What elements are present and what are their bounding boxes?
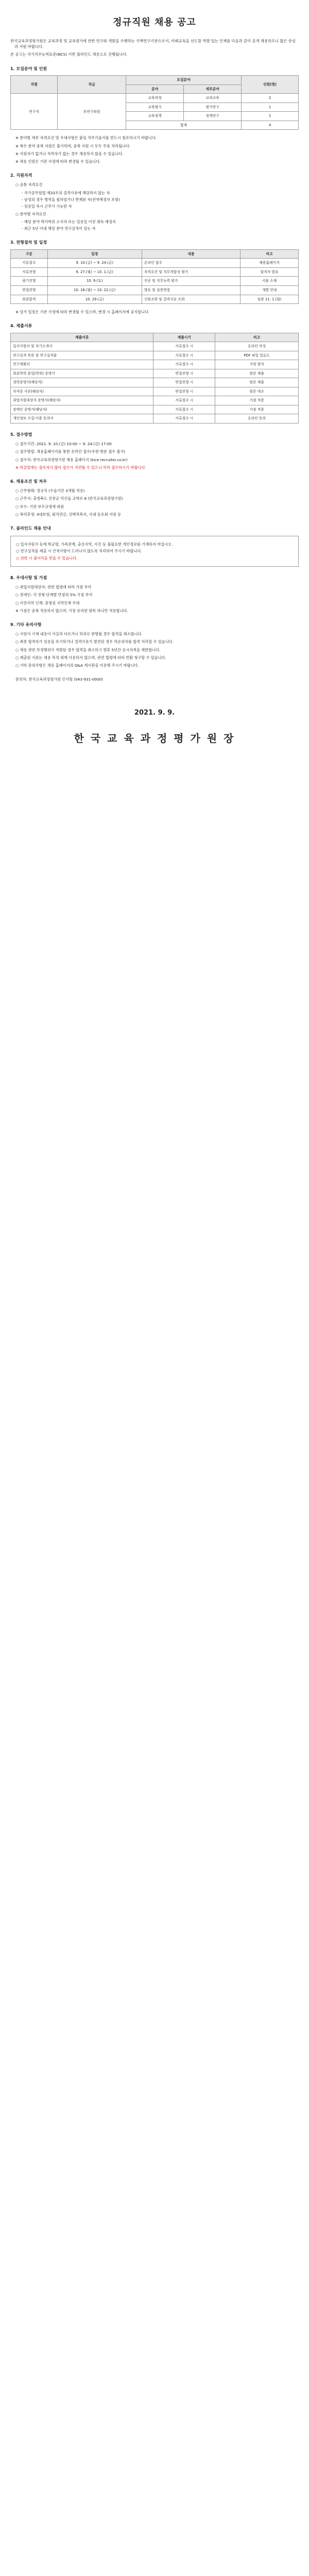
cell: 연구실적 목록 및 연구실적물 [11, 351, 153, 360]
section-title-blind: 7. 블라인드 채용 안내 [10, 526, 51, 531]
schedule-table [10, 249, 299, 304]
cell: 채용홈페이지 [241, 259, 299, 268]
cell: 온라인 접수 [142, 259, 240, 268]
table-row [11, 351, 299, 360]
cell: 취업지원대상자 증명서(해당자) [11, 396, 153, 405]
announcement-date: 2021. 9. 9. [134, 709, 175, 717]
cell: 장애인 증명서(해당자) [11, 405, 153, 414]
notice-page [10, 0, 299, 767]
table-row [11, 259, 299, 268]
cell: 지정 양식 [215, 360, 299, 369]
page-title: 정규직원 채용 공고 [113, 17, 196, 28]
list-item: ○ 복리후생: 4대보험, 퇴직연금, 선택적복지, 사내 동호회 지원 등 [15, 512, 122, 517]
list-item: ○ 장애인: 각 전형 단계별 만점의 5% 가점 부여 [15, 592, 93, 598]
recruitment-note: ※ 복수 분야 중복 지원은 불가하며, 중복 지원 시 모두 무효 처리됩니다. [15, 143, 131, 148]
cell: 가점 적용 [215, 396, 299, 405]
cell: 서류접수 시 [153, 405, 215, 414]
box-line: ○ 입사지원서 등에 학교명, 가족관계, 출신지역, 사진 등 불필요한 개인정보를 기재하지 마십시오. [16, 542, 173, 547]
list-item: ※ 가점은 중복 적용하지 않으며, 가장 유리한 항목 하나만 적용합니다. [15, 608, 128, 613]
recruitment-note: ※ 채용 인원은 기관 사정에 따라 변경될 수 있습니다. [15, 159, 101, 164]
th-grade: 직급 [58, 76, 126, 94]
section-title-documents: 4. 제출서류 [10, 324, 32, 329]
th: 일정 [47, 249, 142, 259]
section-title-qualification: 2. 지원자격 [10, 173, 32, 178]
list-item: ○ 접수방법: 채용홈페이지를 통한 온라인 접수(우편·방문 접수 불가) [15, 449, 126, 454]
list-item: - 임용일 즉시 근무가 가능한 자 [22, 204, 72, 209]
cell: 온라인 작성 [215, 342, 299, 351]
section-title-recruitment: 1. 모집분야 및 인원 [10, 66, 47, 71]
cell: 9. 10.(금) ~ 9. 24.(금) [47, 259, 142, 268]
list-item: - 국가공무원법 제33조의 결격사유에 해당하지 않는 자 [22, 190, 110, 195]
cell: 교육과정 [126, 94, 184, 103]
th: 비고 [215, 333, 299, 342]
cell: 부연구위원 [58, 94, 126, 130]
contact-info: 문의처: 한국교육과정평가원 인사팀 (043-931-0000) [15, 676, 103, 682]
cell: 최종학력 졸업(학위) 증명서 [11, 369, 153, 378]
cell: 1 [242, 112, 299, 121]
th-field: 모집분야 [126, 76, 242, 85]
table-row [11, 277, 299, 286]
cell: 경력증명서(해당자) [11, 378, 153, 387]
cell: 10. 9.(토) [47, 277, 142, 286]
list-item: ○ 이전지역 인재: 충청권 지역인재 우대 [15, 600, 80, 605]
cell: 서류접수 시 [153, 351, 215, 360]
list-item: ○ 접수기간: 2021. 9. 10.(금) 10:00 ~ 9. 24.(금) 17:00 [15, 442, 112, 447]
preface-line: 본 공고는 국가직무능력표준(NCS) 기반 블라인드 채용으로 진행됩니다. [10, 52, 128, 57]
table-row [11, 378, 299, 387]
th: 내용 [142, 249, 240, 259]
cell: 평가연구 [184, 103, 242, 112]
list-item: ○ 지원서 기재 내용이 사실과 다르거나 허위로 판명될 경우 합격을 취소합니다. [15, 632, 143, 637]
list-item: ○ 분야별 자격요건 [15, 212, 46, 216]
cell: 2 [242, 94, 299, 103]
organization-name: 한 국 교 육 과 정 평 가 원 장 [74, 732, 235, 745]
cell: 10. 29.(금) [47, 295, 142, 304]
list-item: ○ 제출된 서류는 채용 목적 외에 사용하지 않으며, 관련 법령에 따라 반환 청구할 수 있습니다. [15, 655, 166, 660]
table-row [11, 94, 299, 103]
documents-table [10, 333, 299, 423]
box-line: ○ 연구실적물 제출 시 인적사항이 드러나지 않도록 처리하여 주시기 바랍니다. [16, 549, 142, 554]
cell: 합계 [126, 121, 242, 130]
cell: 서류접수 시 [153, 396, 215, 405]
list-item: ○ 보수: 기관 보수규정에 따름 [15, 504, 64, 509]
list-item: ○ 취업지원대상자: 관련 법령에 따라 가점 부여 [15, 585, 92, 590]
box-line: ○ 위반 시 불이익을 받을 수 있습니다. [16, 555, 78, 561]
table-row [11, 267, 299, 277]
list-item: ※ 마감일에는 접속자가 많아 접수가 지연될 수 있으니 미리 접수하시기 바랍니다. [15, 465, 146, 470]
preface-line: 한국교육과정평가원은 교육과정 및 교육평가에 관한 연구와 개발을 수행하는 국책연구기관으로서, 미래교육을 선도할 역량 있는 인재를 다음과 같이 공개 채용하오니 많은 관심과 지원 바랍니다. [10, 38, 296, 49]
cell: 전공 및 직무능력 평가 [142, 277, 240, 286]
th-field-sub: 세부분야 [184, 84, 242, 94]
cell: 서류접수 시 [153, 360, 215, 369]
cell: 9. 27.(월) ~ 10. 1.(금) [47, 267, 142, 277]
cell: 정책연구 [184, 112, 242, 121]
cell: 교육정책 [126, 112, 184, 121]
table-row [11, 285, 299, 295]
th: 구분 [11, 249, 48, 259]
cell: 원본 제출 [215, 378, 299, 387]
cell: 필기전형 [11, 277, 48, 286]
cell: 1 [242, 103, 299, 112]
cell: 면접전형 시 [153, 387, 215, 396]
cell: 임용 11. 1.(월) [241, 295, 299, 304]
cell: 면접전형 [11, 285, 48, 295]
cell: 교과교육 [184, 94, 242, 103]
cell: 개별 안내 [241, 285, 299, 295]
th: 제출서류 [11, 333, 153, 342]
section-title-application: 5. 접수방법 [10, 432, 32, 437]
table-row [11, 414, 299, 423]
cell: 최종합격 [11, 295, 48, 304]
recruitment-note: ※ 분야별 세부 자격요건 및 우대사항은 붙임 직무기술서를 반드시 참조하시기 바랍니다. [15, 135, 157, 141]
table-row [11, 295, 299, 304]
recruitment-note: ※ 지원자가 없거나 적격자가 없는 경우 채용하지 않을 수 있습니다. [15, 151, 124, 156]
cell: 교육평가 [126, 103, 184, 112]
list-item: - 최근 5년 이내 해당 분야 연구실적이 있는 자 [22, 226, 96, 231]
recruitment-table [10, 75, 299, 130]
table-row [11, 369, 299, 378]
list-item: ○ 접수처: 한국교육과정평가원 채용 홈페이지 (kice.recruiter.co.kr) [15, 457, 128, 462]
cell: 서류전형 [11, 267, 48, 277]
list-item: ○ 채용 관련 부정행위가 적발된 경우 합격을 취소하고 향후 5년간 응시자격을 제한합니다. [15, 647, 161, 652]
cell: 개인정보 수집·이용 동의서 [11, 414, 153, 423]
cell: 원본 대조 [215, 387, 299, 396]
schedule-note: ※ 상기 일정은 기관 사정에 따라 변경될 수 있으며, 변경 시 홈페이지에 공지합니다. [15, 310, 150, 315]
table-row [11, 387, 299, 396]
cell: 온라인 동의 [215, 414, 299, 423]
list-item: ○ 최종 합격자가 임용을 포기하거나 결격사유가 발견된 경우 차순위자를 합격 처리할 수 있습니다. [15, 639, 174, 645]
list-item: ○ 기타 문의사항은 채용 홈페이지의 Q&A 게시판을 이용해 주시기 바랍니다. [15, 663, 139, 668]
list-item: ○ 근무지: 충청북도 진천군 덕산읍 교학로 8 (한국교육과정평가원) [15, 496, 123, 501]
cell: 연구계획서 [11, 360, 153, 369]
cell: 자격요건 및 직무적합성 평가 [142, 267, 240, 277]
blind-notice-box [10, 536, 299, 566]
th-field-main: 분야 [126, 84, 184, 94]
th-count: 인원(명) [242, 76, 299, 94]
cell: 서류접수 시 [153, 414, 215, 423]
cell: 입사지원서 및 자기소개서 [11, 342, 153, 351]
th: 제출시기 [153, 333, 215, 342]
table-row [11, 360, 299, 369]
cell: 서류접수 시 [153, 342, 215, 351]
section-title-preference: 8. 우대사항 및 가점 [10, 575, 47, 580]
cell: 서울 소재 [241, 277, 299, 286]
table-row [11, 396, 299, 405]
table-row [11, 342, 299, 351]
table-row [11, 405, 299, 414]
list-item: - 남성의 경우 병역을 필하였거나 면제된 자(전역예정자 포함) [22, 197, 120, 202]
list-item: - 해당 분야 박사학위 소지자 또는 임용일 이전 취득 예정자 [22, 219, 116, 225]
cell: 면접전형 시 [153, 378, 215, 387]
cell: 원본 제출 [215, 369, 299, 378]
cell: 연구직 [11, 94, 58, 130]
cell: 면접전형 시 [153, 369, 215, 378]
section-title-etc: 9. 기타 유의사항 [10, 622, 42, 627]
cell: 가점 적용 [215, 405, 299, 414]
cell: 발표 및 심층면접 [142, 285, 240, 295]
cell: 신원조회 및 결격사유 조회 [142, 295, 240, 304]
cell: PDF 파일 업로드 [215, 351, 299, 360]
cell: 서류접수 [11, 259, 48, 268]
section-title-conditions: 6. 채용조건 및 처우 [10, 479, 47, 484]
cell: 자격증 사본(해당자) [11, 387, 153, 396]
cell: 합격자 발표 [241, 267, 299, 277]
preface [10, 38, 299, 58]
list-item: ○ 공통 자격요건 [15, 182, 43, 188]
cell: 4 [242, 121, 299, 130]
th-rank: 직렬 [11, 76, 58, 94]
th: 비고 [241, 249, 299, 259]
list-item: ○ 근무형태: 정규직 (수습기간 3개월 적용) [15, 488, 85, 494]
section-title-schedule: 3. 전형절차 및 일정 [10, 240, 47, 245]
cell: 10. 18.(월) ~ 10. 22.(금) [47, 285, 142, 295]
